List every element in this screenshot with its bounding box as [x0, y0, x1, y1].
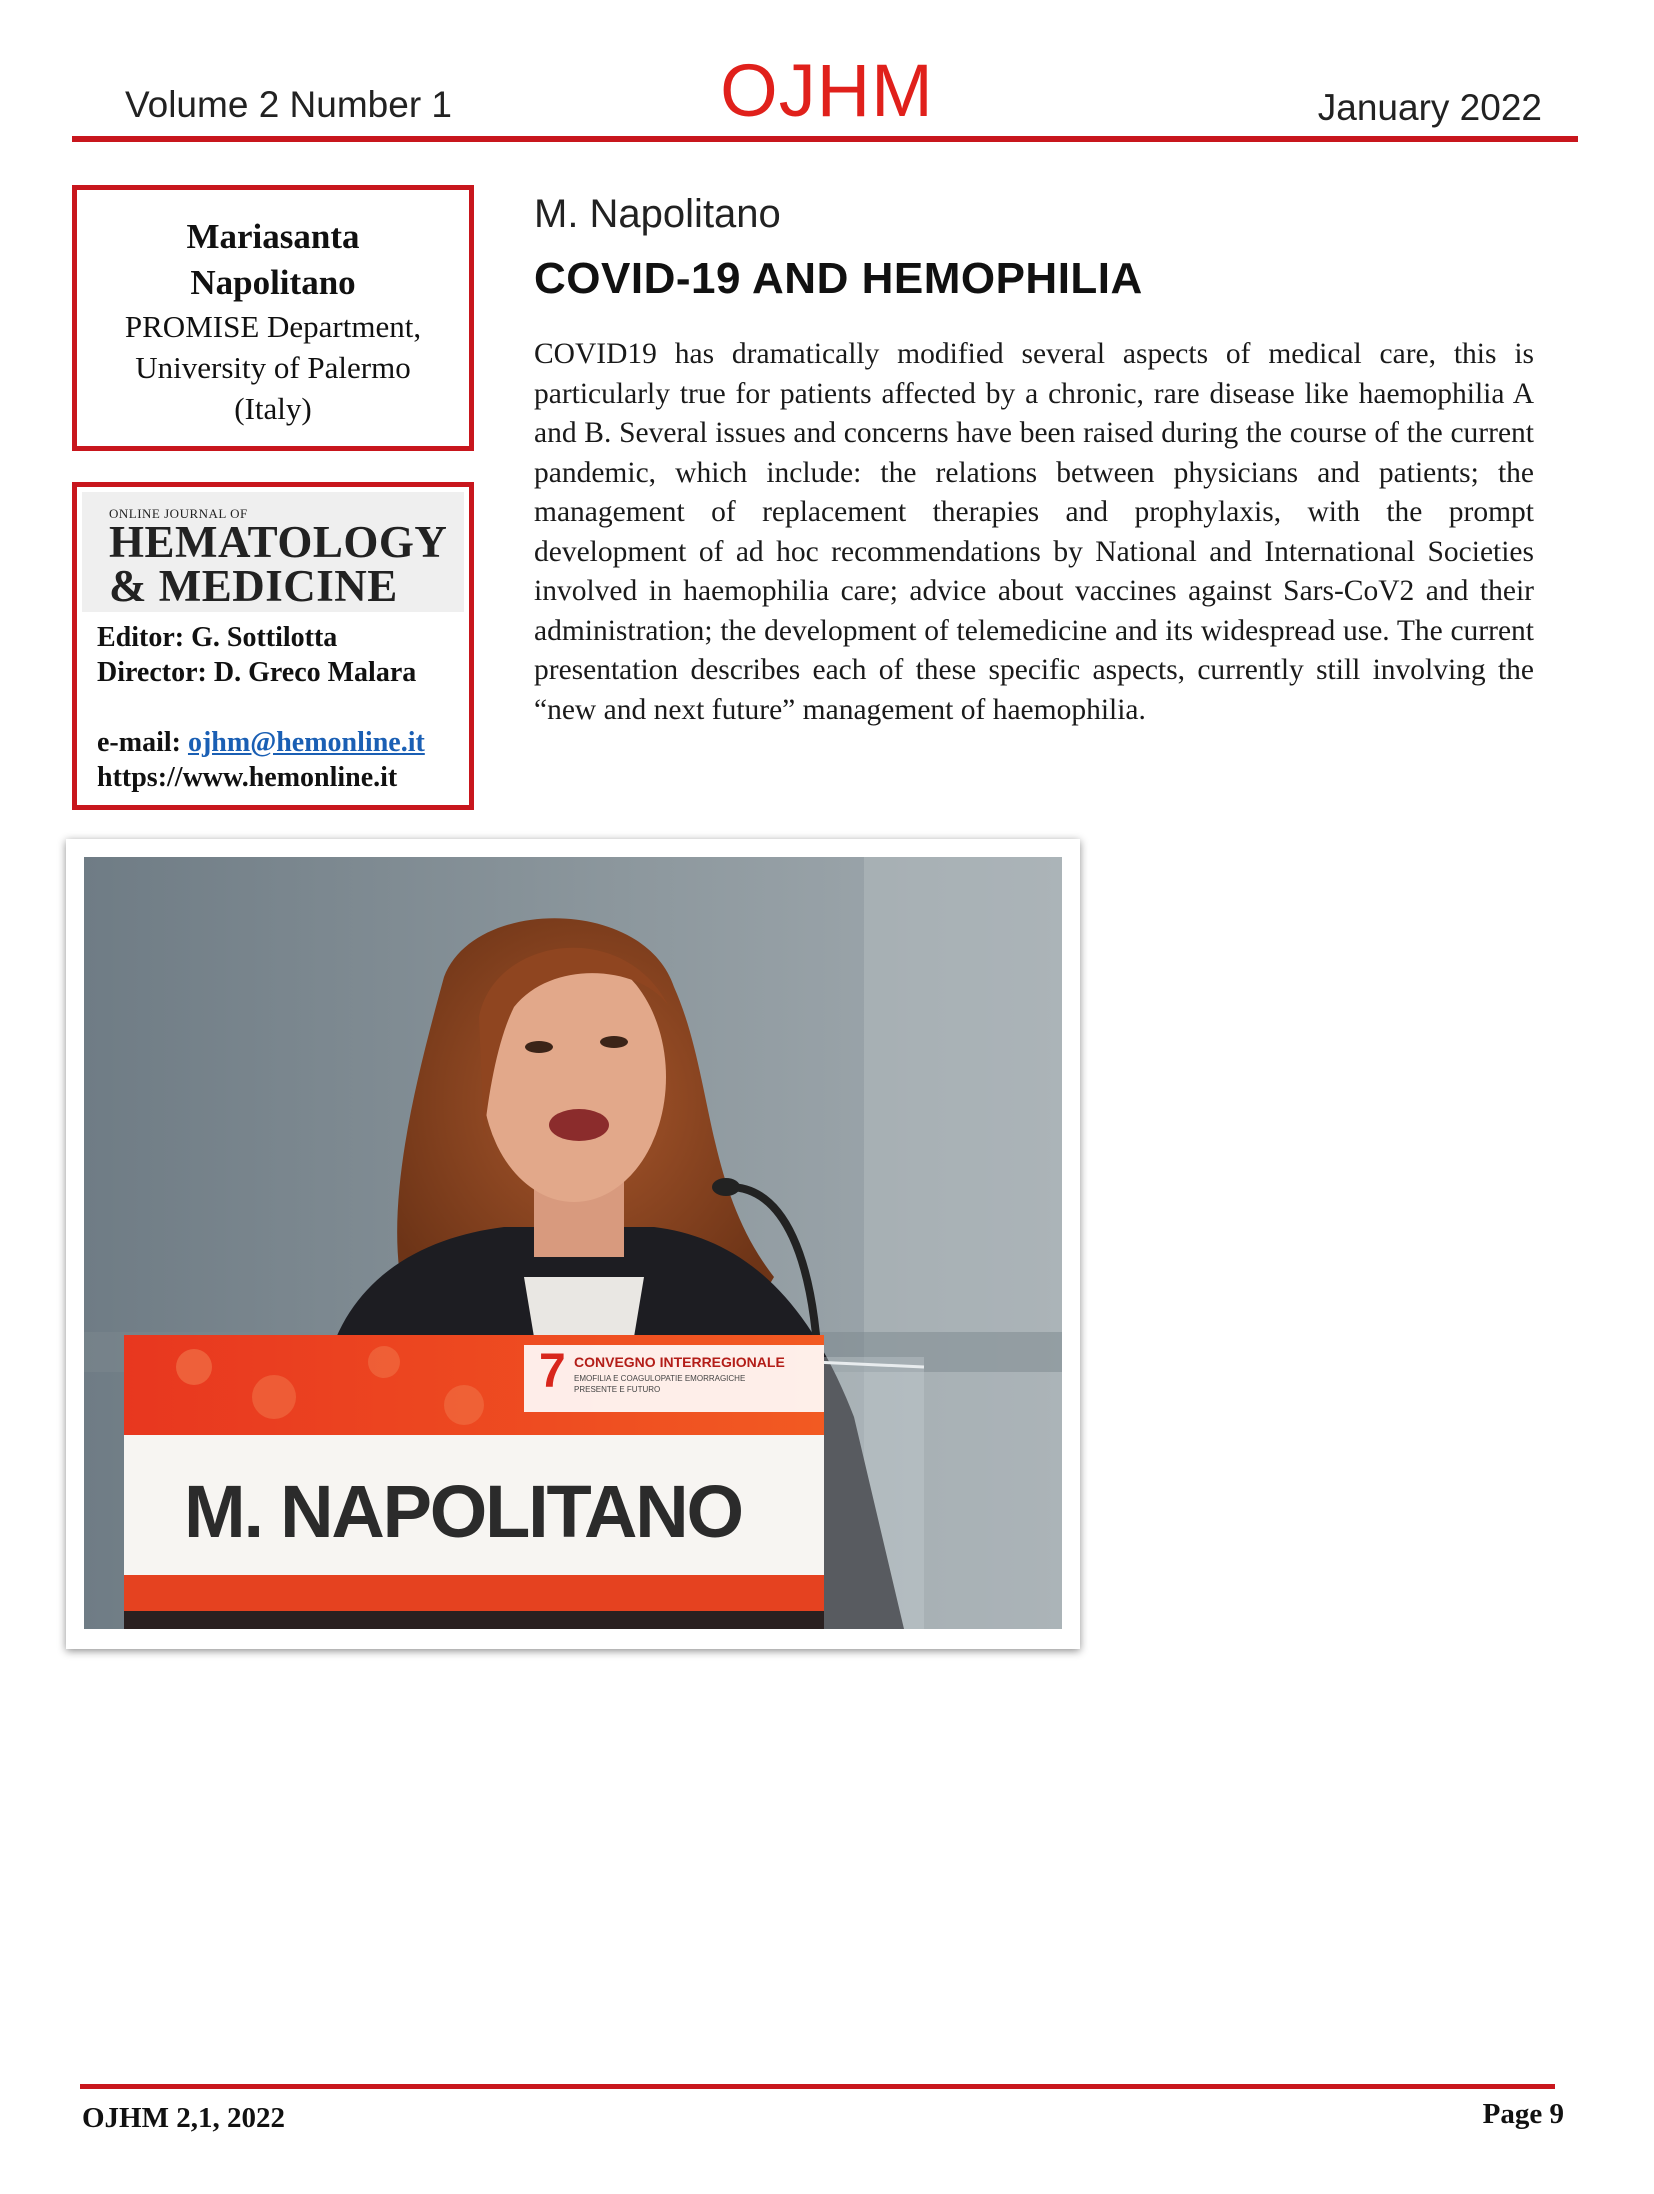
- issue-date: January 2022: [1317, 87, 1542, 128]
- affiliation-university: University of Palermo: [135, 350, 411, 385]
- page-number: Page 9: [1482, 2098, 1564, 2130]
- editor-line: Editor: G. Sottilotta: [97, 622, 338, 653]
- banner-line-1: CONVEGNO INTERREGIONALE: [574, 1354, 785, 1370]
- footer-citation: OJHM 2,1, 2022: [82, 2102, 285, 2134]
- speaker-photo-frame: [66, 839, 1080, 1649]
- website-link[interactable]: https://www.hemonline.it: [97, 762, 398, 793]
- affiliation-department: PROMISE Department,: [124, 309, 422, 344]
- email-line: [97, 727, 425, 759]
- journal-info-box: [72, 482, 474, 810]
- author-first-name: Mariasanta: [186, 217, 360, 256]
- author-last-name: Napolitano: [190, 263, 356, 302]
- logo-line-medicine: & MEDICINE: [109, 561, 398, 611]
- article-author: M. Napolitano: [534, 192, 781, 236]
- volume-label: Volume 2 Number 1: [125, 84, 453, 125]
- affiliation-country: (Italy): [234, 391, 312, 426]
- header-rule: [72, 136, 1578, 142]
- logo-small-text: ONLINE JOURNAL OF: [109, 506, 248, 521]
- logo-line-hematology: HEMATOLOGY: [109, 517, 448, 567]
- banner-line-2: EMOFILIA E COAGULOPATIE EMORRAGICHE: [574, 1374, 746, 1383]
- journal-logo: [82, 492, 464, 612]
- banner-number: 7: [539, 1345, 566, 1398]
- email-label: e-mail:: [97, 727, 181, 758]
- article-title: COVID-19 AND HEMOPHILIA: [534, 254, 1143, 303]
- director-line: Director: D. Greco Malara: [97, 657, 417, 688]
- author-affiliation: [77, 306, 469, 429]
- email-link[interactable]: ojhm@hemonline.it: [187, 727, 425, 758]
- speaker-photo: [84, 857, 1062, 1629]
- article-abstract: COVID19 has dramatically modified several aspects of medical care, this is particularly true for patients affected by a chronic, rare disease like haemophilia A and B. Several issues and concerns have been raised during the course of the current pandemic, which include: the relations between physicians and patients; the management of replacement therapies and prophylaxis, with the prompt development of ad hoc recommendations by National and International Societies involved in haemophilia care; advice about vaccines against Sars-CoV2 and their administration; the development of telemedicine and its widespread use. The current presentation describes each of these specific aspects, currently still involving the “new and next future” management of haemophilia.: [534, 338, 1534, 726]
- podium-name-sign: M. NAPOLITANO: [184, 1470, 744, 1553]
- author-name: [77, 214, 469, 306]
- author-info-box: [72, 185, 474, 451]
- journal-abbreviation: OJHM: [720, 49, 934, 132]
- banner-line-3: PRESENTE E FUTURO: [574, 1385, 661, 1394]
- footer-rule: [80, 2084, 1555, 2089]
